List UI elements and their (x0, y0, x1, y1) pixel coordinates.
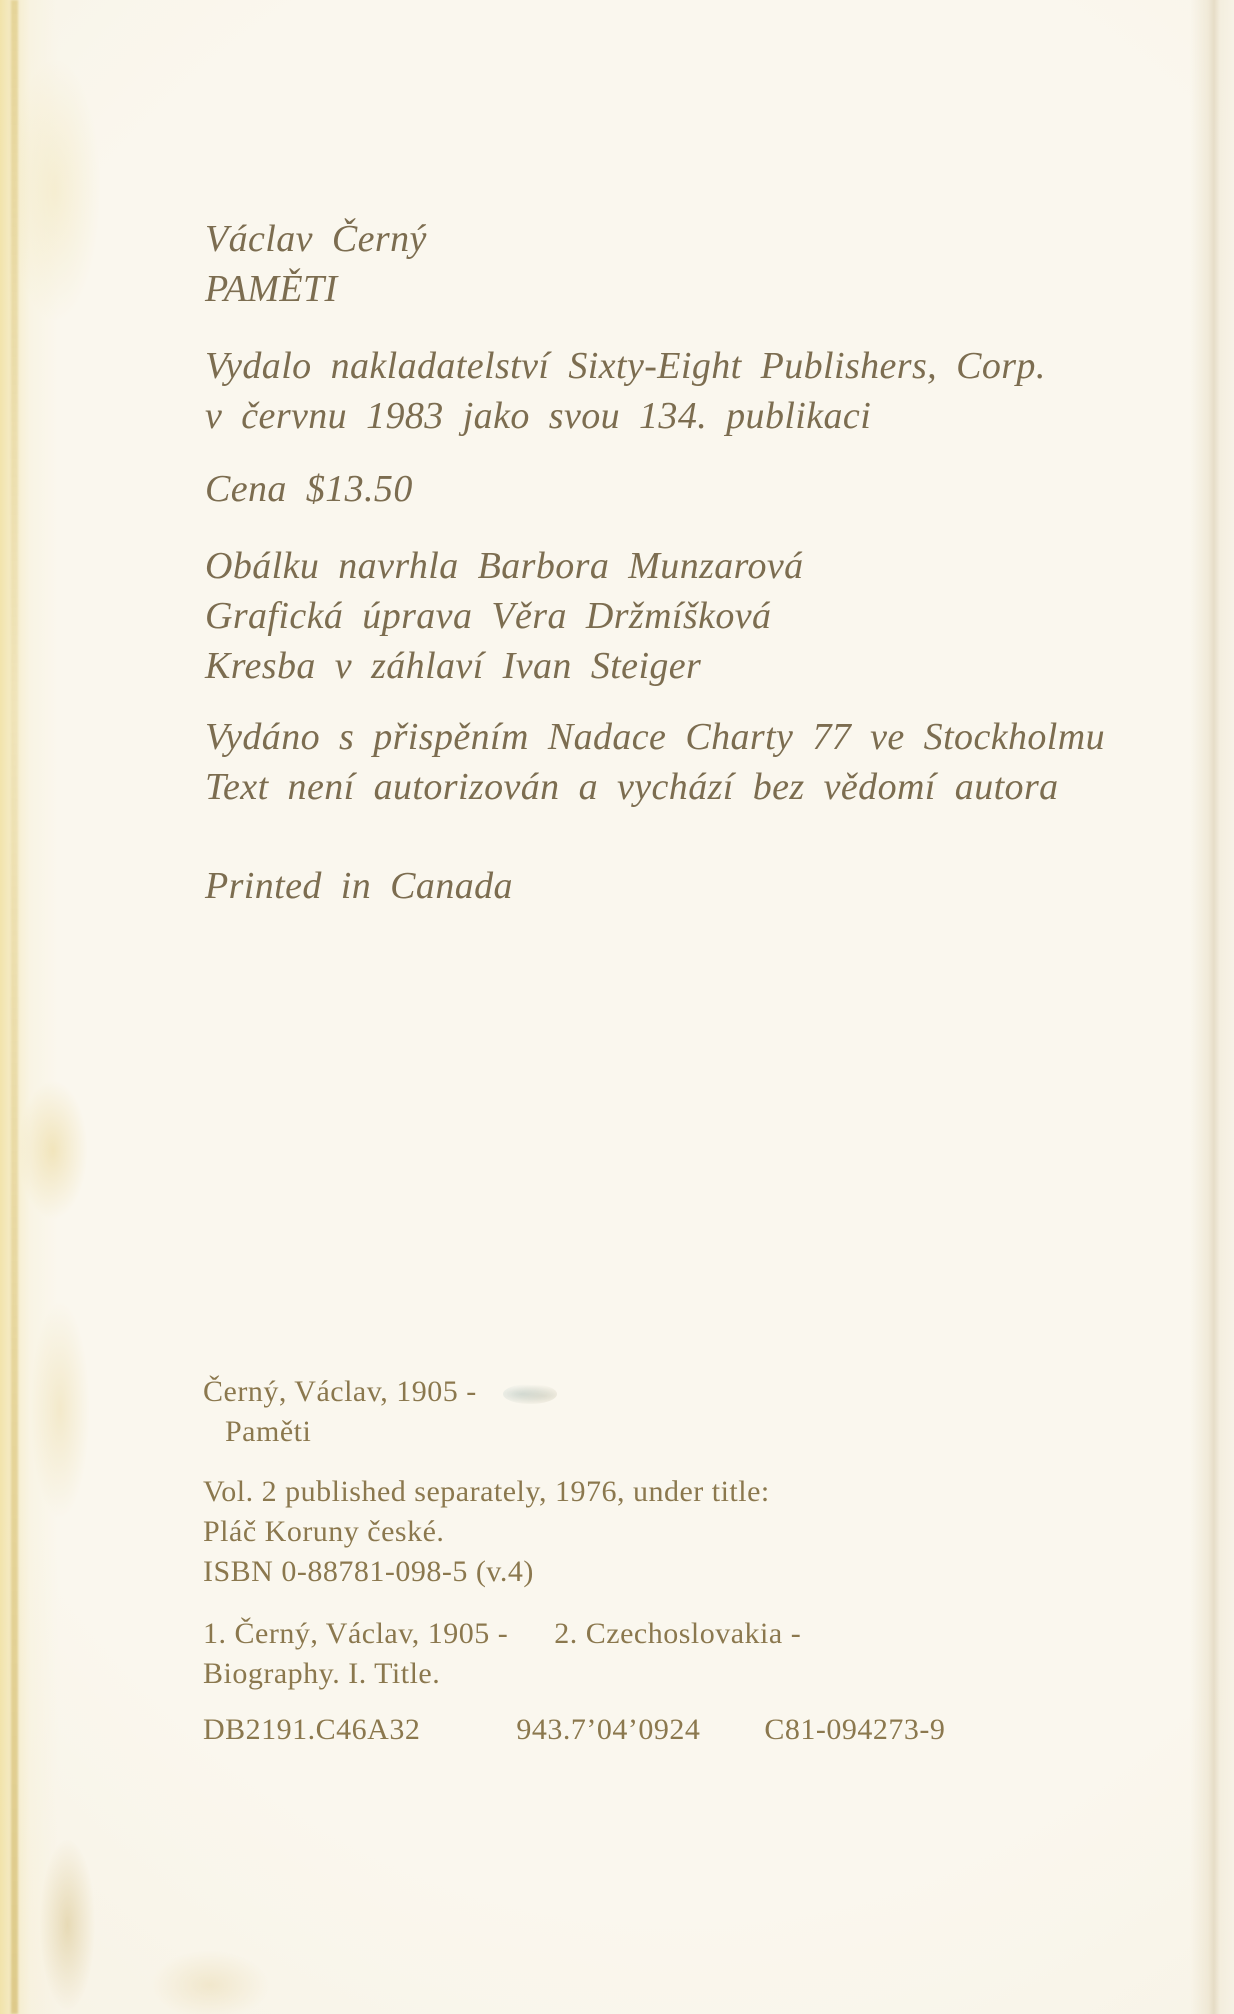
subject-entry-2: 2. Czechoslovakia - (554, 1617, 802, 1650)
catalog-heading-group (203, 1372, 1183, 1452)
publisher-line: Vydalo nakladatelství Sixty-Eight Publishers, Corp. (205, 345, 1046, 387)
cataloging-block (203, 1372, 1183, 1750)
subject-entry-1: 1. Černý, Václav, 1905 - (203, 1617, 509, 1650)
credits-group (205, 541, 1185, 691)
book-title: PAMĚTI (205, 268, 338, 310)
printed-group (205, 861, 1185, 911)
page-right-edge-shadow (1190, 0, 1234, 2014)
printed-in-line: Printed in Canada (205, 865, 513, 907)
subject-entries-line (203, 1614, 1183, 1654)
ink-smudge (503, 1384, 557, 1404)
support-group (205, 712, 1185, 812)
dewey-number: 943.7’04’0924 (516, 1713, 701, 1746)
catalog-title-line: Paměti (225, 1415, 312, 1448)
catalog-subjects-group (203, 1614, 1183, 1694)
catalog-notes-group (203, 1472, 1183, 1592)
author-title-group (205, 214, 1185, 314)
catalog-codes-line (203, 1710, 1183, 1750)
imprint-block (205, 0, 1185, 911)
price-line: Cena $13.50 (205, 468, 413, 510)
lc-call-number: DB2191.C46A32 (203, 1713, 421, 1746)
authorization-line: Text není autorizován a vychází bez vědomí autora (205, 766, 1059, 808)
paper-stain (150, 1950, 270, 2014)
headpiece-credit-line: Kresba v záhlaví Ivan Steiger (205, 645, 702, 687)
author-name: Václav Černý (205, 218, 427, 260)
catalog-author-line (203, 1372, 1183, 1412)
subject-continuation-line: Biography. I. Title. (203, 1657, 441, 1690)
canadiana-number: C81-094273-9 (764, 1713, 946, 1746)
catalog-note-line1: Vol. 2 published separately, 1976, under title: (203, 1475, 770, 1508)
isbn-line: ISBN 0-88781-098-5 (v.4) (203, 1555, 534, 1588)
catalog-codes-group (203, 1710, 1183, 1750)
design-credit-line: Grafická úprava Věra Držmíšková (205, 595, 772, 637)
page-left-edge-streak (11, 0, 18, 2014)
page-left-gutter-shading (0, 0, 58, 2014)
publication-date-line: v červnu 1983 jako svou 134. publikaci (205, 395, 872, 437)
cover-credit-line: Obálku navrhla Barbora Munzarová (205, 545, 804, 587)
price-group (205, 464, 1185, 514)
support-line: Vydáno s přispěním Nadace Charty 77 ve Stockholmu (205, 716, 1105, 758)
catalog-note-line2: Pláč Koruny české. (203, 1515, 445, 1548)
catalog-author-text: Černý, Václav, 1905 - (203, 1375, 477, 1408)
publisher-group (205, 341, 1185, 441)
